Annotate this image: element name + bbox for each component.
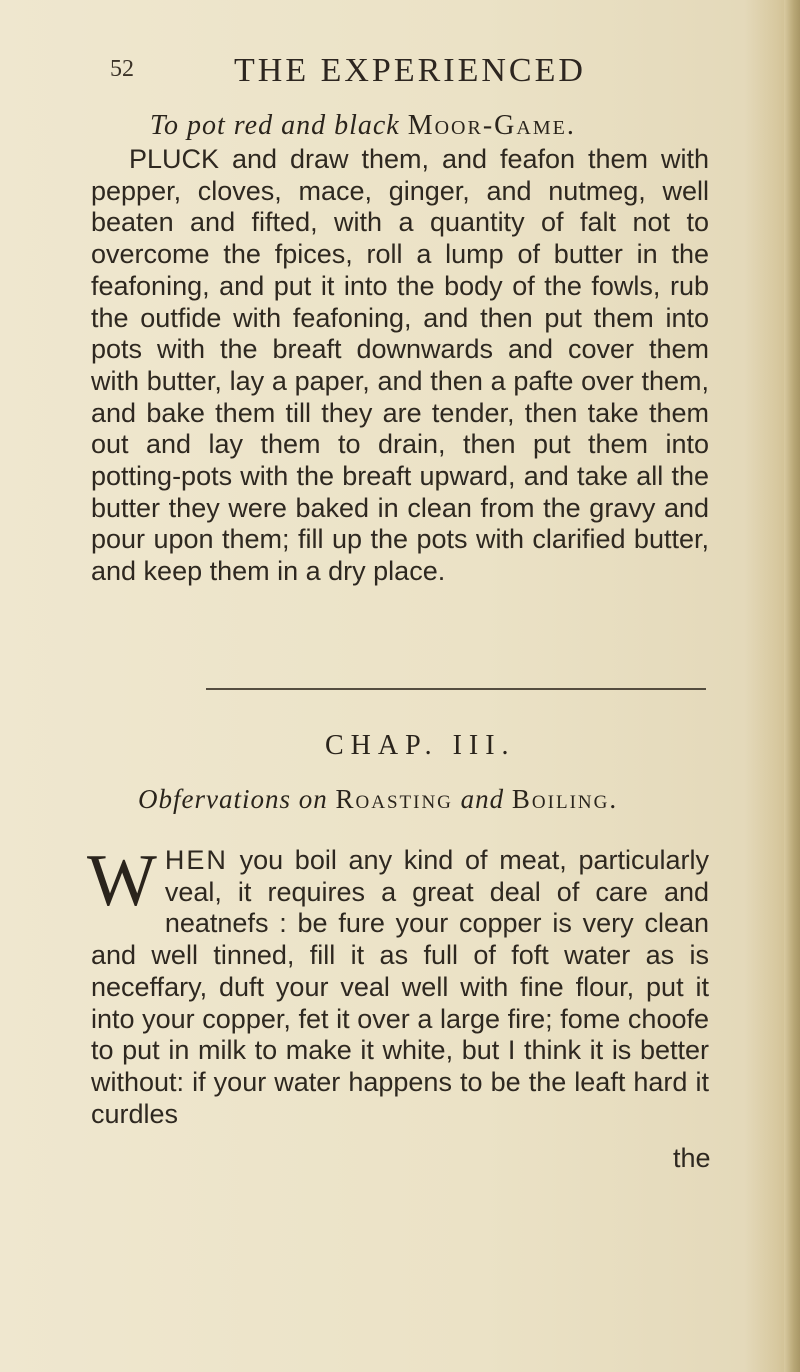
first-word: HEN <box>164 845 228 875</box>
page-number: 52 <box>110 56 134 82</box>
section-divider <box>206 688 706 690</box>
page-header <box>108 50 668 90</box>
subtitle-caps-2: Boiling. <box>511 784 619 814</box>
page-edge-shadow <box>784 0 800 1372</box>
recipe-title-caps: Moor-Game. <box>407 110 576 141</box>
catchword: the <box>673 1143 711 1173</box>
subtitle-italic-1: Obfervations on <box>138 784 328 814</box>
chapter-paragraph <box>87 840 709 1130</box>
chapter-heading: CHAP. III. <box>325 730 516 761</box>
chapter-body-text: you boil any kind of meat, particularly veal, it requires a great deal of care and neatnefs : be fure your copper is very clean and well tinned, fill it as full of foft water as is neceffary, duft your veal well with fine flour, put it into your copper, fet it over a large fire; fome choofe to put in milk to make it white, but I think it is better without: if your water happens to be the leaft hard it curdles <box>91 845 709 1129</box>
recipe-title <box>150 110 576 142</box>
recipe-paragraph: PLUCK and draw them, and feafon them with pepper, cloves, mace, ginger, and nutmeg, well beaten and fifted, with a quantity of falt not to overcome the fpices, roll a lump of butter in the feafoning, and put it into the body of the fowls, rub the outfide with feafoning, and then put them into pots with the breaft downwards and cover them with butter, lay a paper, and then a pafte over them, and bake them till they are tender, then take them out and lay them to drain, then put them into potting-pots with the breaft upward, and take all the butter they were baked in clean from the gravy and pour upon them; fill up the pots with clarified butter, and keep them in a dry place. <box>91 144 709 587</box>
subtitle-caps-1: Roasting <box>335 784 453 814</box>
recipe-title-italic: To pot red and black <box>150 110 400 141</box>
drop-cap: W <box>87 840 157 922</box>
chapter-subtitle <box>138 784 618 815</box>
running-head: THE EXPERIENCED <box>234 52 586 89</box>
subtitle-italic-2: and <box>460 784 505 814</box>
